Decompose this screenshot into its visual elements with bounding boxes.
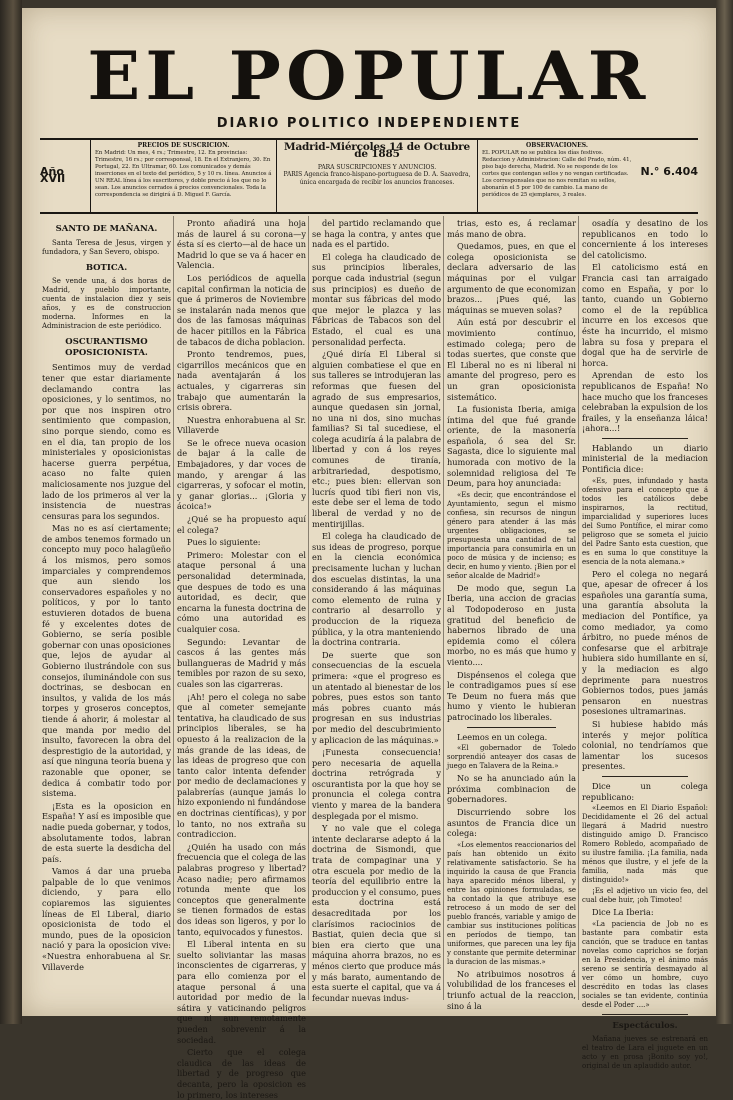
issue-number: N.° 6.404 — [640, 165, 698, 178]
announcements-title: PARA SUSCRIPCIONES Y ANUNCIOS. — [317, 164, 437, 171]
observations — [478, 140, 636, 212]
article-paragraph: No se ha anunciado aún la próxima combinacion de gobernadores. — [447, 773, 576, 805]
article-paragraph: Santa Teresa de Jesus, virgen y fundadora, y San Severo, obispo. — [42, 238, 171, 256]
article-paragraph: Segundo: Levantar de cascos á las gentes más bullangueras de Madrid y más temibles por razon de su sexo, cuales son las cigarreras. — [177, 636, 306, 689]
article-paragraph: ¿Qué se ha propuesto aquí el colega? — [177, 514, 306, 535]
article-paragraph: ¿Quién ha usado con más frecuencia que el colega de las palabras progreso y libertad? Acaso nadie; pero afirmamos rotunda mente que los conceptos que generalmente se tienen formados de estas dos ideas son ligeros, y por lo tanto, equivocados y funestos. — [177, 841, 306, 937]
article-paragraph: De modo que, segun La Iberia, una accion de gracias al Todopoderoso en justa gratitud del beneficio de habernos librado de una epidemia como el cólera morbo, no es más que humo y viento.... — [447, 582, 576, 667]
article-paragraph: Leemos en un colega. — [457, 731, 548, 742]
year-label: Año XVII — [40, 165, 66, 185]
article-paragraph: «Es, pues, infundado y hasta ofensivo para el concepto que á todos les católicos debe inspirarnos, la rectitud, imparcialidad y superiores luces del Sumo Pontífice, el mirar como peligroso que se someta el juicio del Padre Santo esta cuestion, que es en suma lo que constituye la esencia de la nota alemana.» — [582, 476, 708, 566]
observations-text: EL POPULAR no se publica los días festivos. Redaccion y Administracion: Calle del Prado, núm. 41, piso bajo derecha, Madrid. No se responde de los cortes que contengan sellos y no vengan certificadas. Los corresponsales que no nos remitan su sellos, abonarán el 5 por 100 de cambio. La mano de periódicos de 25 ejemplares, 3 reales. — [482, 150, 632, 198]
article-paragraph: ¡Funesta consecuencia! pero necesaria de aquella doctrina retrógrada y oscurantista por la que hoy se pronuncia el colega contra viento y marea de la bandera desplegada por el mismo. — [312, 747, 441, 821]
article-paragraph: Nuestra enhorabuena al Sr. Villaverde — [177, 414, 306, 436]
article-paragraph: osadía y desatino de los republicanos en todo lo concerniente á los intereses del catolicismo. — [582, 218, 708, 260]
article-paragraph: del partido reclamando que se haga la contra, y antes que nada es el partido. — [312, 218, 441, 250]
article-paragraph: Aprendan de esto los republicanos de España! No hace mucho que los franceses celebraban la expulsion de los frailes, y la enseñanza láica! ¡ahora...! — [582, 370, 708, 434]
subscription-text: En Madrid: Un mes, 4 rs.; Trimestre, 12. En provincias: Trimestre, 16 rs.; por corresponsal, 18. En el Extranjero, 30. En Portugal, 22. En Ultramar, 60. Los comunicados y demás inserciones en el texto del periódico, 5 y 10 rs. línea. Anuncios á UN REAL línea á los suscritores, y doble precio á los que no lo sean. Los anuncios cerrados á precios convencionales. Toda la correspondencia se dirigirá á D. Miguel F. García. — [95, 150, 272, 198]
announcements-text: PARIS Agencia franco-hispano-portuguesa de D. A. Saavedra, única encargada de recibir los anuncios franceses. — [283, 171, 471, 186]
article-paragraph: De suerte que son consecuencias de la escuela primera: «que el progreso es un atentado al bienestar de los pobres, pues estos son tanto más pobres cuanto más progresan en sus industrias por medio del descubrimiento y aplicacion de las máquinas.» — [312, 649, 441, 745]
article-paragraph: Los periódicos de aquella capital confirman la noticia de que á primeros de Noviembre se instalarán nada menos que dos de las famosas máquinas de hacer pitillos en la Fábrica de tabacos de dicha poblacion. — [177, 272, 306, 347]
column-5 — [582, 218, 708, 1071]
article-paragraph: Hablando un diario ministerial de la mediacion Pontificia dice: — [582, 442, 708, 475]
article-paragraph: No atribuimos nosotros á volubilidad de los franceses el triunfo actual de la reaccion, sino á la — [447, 968, 576, 1011]
article-paragraph: Pronto añadirá una hoja más de laurel á su corona—y ésta sí es cierto—al de hace un Madrid lo que se va á hacer en Valencia. — [177, 218, 306, 271]
article-paragraph: La fusionista Iberia, amiga íntima del que fué grande oriente, de la masonería española, ó sea del Sr. Sagasta, dice lo siguiente mal humorada con motivo de la solemnidad religiosa del Te Deum, para hoy anunciada: — [447, 404, 576, 489]
observations-title: OBSERVACIONES. — [526, 142, 588, 149]
article-paragraph: Discurriendo sobre los asuntos de Francia dice un colega: — [447, 806, 576, 839]
article-paragraph: «Los elementos reaccionarios del país han obtenido un éxito relativamente satisfactorio. Se ha inquirido la causa de que Francia haya aparecido ménos liberal, y entre las opiniones formuladas, se ha contado la que atribuye ese retroceso á un modo de ser del pueblo francés, variable y amigo de cambiar sus instituciones políticas en períodos de tiempo, tan uniformes, que parecen una ley fija y constante que permite determinar la duracion de las mismas.» — [447, 840, 576, 966]
article-paragraph: El colega ha claudicado de sus principios liberales, porque cada industrial (segun sus principios) es dueño de montar sus fábricas del modo que mejor le plazca y las Fábricas de Tabacos son del Estado, el cual es una personalidad perfecta. — [312, 251, 441, 347]
previous-page-strip — [0, 0, 22, 1024]
article-paragraph: Dice un colega republicano: — [582, 780, 708, 802]
column-rule — [173, 216, 174, 1000]
article-paragraph: Y no vale que el colega intente declararse adepto á la doctrina de Sismondi, que trata de compaginar una y otra escuela por medio de la teoría del equilibrio entre la produccion y el consumo, pues esta doctrina está desacreditada por los clarísimos raciocinios de Bastiat, quien decia que si bien era cierto que una máquina ahorra brazos, no es ménos cierto que produce más y más barato, aumentando de esta suerte el capital, que va á fecundar nuevas indus- — [312, 823, 441, 1003]
article-paragraph: trias, esto es, á reclamar más mano de obra. — [447, 218, 576, 239]
article-paragraph: ¡Ah! pero el colega no sabe que al cometer semejante tentativa, ha claudicado de sus principios liberales, se ha opuesto á la realizacion de la más grande de las ideas, de las ideas de progreso que con tanto calor intenta defender por medio de declamaciones y palabrerías (aunque jamás lo hizo exponiendo ni fundándose en doctrinas científicas), y por lo tanto, no nos extraña su contradiccion. — [177, 691, 306, 840]
column-2 — [177, 218, 306, 1100]
masthead — [22, 37, 716, 115]
newspaper-page — [22, 8, 716, 1100]
issue-date: Madrid-Miércoles 14 de Octubre de 1885 — [284, 141, 470, 160]
article-paragraph: Vamos á dar una prueba palpable de lo que venimos diciendo, y para ello copiaremos las siguientes líneas de El Liberal, diario oposicionista de todo el mundo, pues de la oposicion nació y para la oposicion vive: «Nuestra enhorabuena al Sr. Villaverde — [42, 866, 171, 972]
binding-right — [716, 0, 733, 1024]
newspaper-title: EL POPULAR — [87, 37, 651, 115]
section-heading: SANTO DE MAÑANA. — [55, 224, 158, 234]
section-divider — [602, 776, 688, 777]
article-paragraph: Se vende una, á dos horas de Madrid, y pueblo importante, cuenta de instalacion diez y seis años, y es de construccion moderna. Informes en la Administracion de este periódico. — [42, 277, 171, 331]
column-1 — [42, 218, 171, 998]
article-paragraph: Se le ofrece nueva ocasion de bajar á la calle de Embajadores, y dar voces de mando, y arengar á las cigarreras, y sofocar el motin, y ganar glorias... ¡Gloria y ácoica!» — [177, 437, 306, 512]
article-paragraph: Si hubiese habido más interés y mejor política colonial, no tendríamos que lamentar los sucesos presentes. — [582, 718, 708, 772]
article-paragraph: Aún está por descubrir el movimiento contínuo, estimado colega; pero de todas suertes, que conste que El Liberal no es ni liberal ni amante del progreso, pero es un gran oposicionista sistemático. — [447, 317, 576, 402]
article-paragraph: «El gobernador de Toledo sorprendió anteayer dos casas de juego en Talavera de la Reina.» — [447, 744, 576, 771]
section-divider — [602, 1014, 688, 1015]
subscription-prices — [90, 140, 276, 212]
article-paragraph: Sentimos muy de verdad tener que estar diariamente declamando contra las oposiciones, y lo sentimos, no por que nos inspiren otro sentimiento que compasion, sino porque siendo, como es en el dia, tan propio de los ministeriales y oposicionistas hacerse guerra perpétua, acaso no falte quien maliciosamente nos juzgue del lado de los primeros al ver la insistencia de nuestras censuras para los segundos. — [42, 362, 171, 521]
column-rule — [443, 216, 444, 1000]
section-divider — [467, 727, 556, 728]
article-paragraph: El Liberal intenta en su suelto soliviantar las masas inconscientes de cigarreras, y para ello comienza por el ataque personal á una autoridad por medio de la sátira y vaticinando peligros que ni aun remotamente pueden sobrevenir á la sociedad. — [177, 939, 306, 1045]
article-paragraph: Dispénsenos el colega que le contradigamos pues sí ese Te Deum no fuera más que humo y viento le hubieran patrocinado los liberales. — [447, 669, 576, 722]
subscription-title: PRECIOS DE SUSCRICION. — [137, 142, 230, 149]
article-paragraph: El colega ha claudicado de sus ideas de progreso, porque en la ciencia económica precisamente luchan y luchan dos escuelas distintas, la una considerando á las máquinas como elemento de ruina y contrario al desarrollo y produccion de la riqueza pública, y la otra manteniendo la doctrina contraria. — [312, 531, 441, 648]
article-paragraph: «Leemos en El Diario Español: Decididamente el 26 del actual llegará á Madrid nuestro distinguido amigo D. Francisco Romero Robledo, acompañado de su ilustre familia. ¡La familia, nada ménos que ilustre, y el jefe de la familia, nada más que distinguido!» — [582, 804, 708, 885]
section-heading: Espectáculos. — [612, 1020, 678, 1031]
article-paragraph: Mas no es así ciertamente; de ambos tenemos formado un concepto muy poco halagüeño á los mismos, pero somos imparciales y comprendemos que aun siendo los conservadores españoles y no políticos, y por lo tanto estuvieren dotados de buena fé y excelentes dotes de Gobierno, se sería posible gobernar con unas oposiciones que, lejos de ayudar al Gobierno ilustrándole con sus consejos, iluminándole con sus doctrinas, se desbocan en insultos, y valida de los más torpes y groseros conceptos, tiende á ahorir, á molestar al que manda por medio del insulto, favorecen la obra del desprestigio de la autoridad, y así que ninguna teoría buena y razonable que oponer, se dedica á combatir todo por sistema. — [42, 523, 171, 799]
article-paragraph: Pronto tendremos, pues, cigarrillos mecánicos que en nada aventajarán á los actuales, y cigarreras sin trabajo que aumentarán la crisis obrera. — [177, 349, 306, 413]
article-paragraph: Primero: Molestar con el ataque personal á una personalidad determinada, que despues de todo es una autoridad, es decir, que encarna la funesta doctrina de cómo una autoridad es cualquier cosa. — [177, 549, 306, 634]
article-paragraph: Dice La Iberia: — [592, 907, 654, 918]
column-rule — [578, 216, 579, 1000]
article-paragraph: ¡Esta es la oposicion en España! Y así es imposible que nadie pueda gobernar, y todos, absolutamente todos, labran de esta suerte la desdicha del país. — [42, 800, 171, 864]
date-block — [276, 140, 478, 212]
article-paragraph: «Es decir, que encontrándose el Ayuntamiento, segun el mismo confiesa, sin recursos de ningun género para atender á las más urgentes obligaciones, se presupuesta una cantidad de tal importancia para consumirla en un poco de música y de incienso; es decir, en humo y viento. ¡Bien por el señor alcalde de Madrid!» — [447, 490, 576, 580]
article-paragraph: Pero el colega no negará que, apesar de ofrecer á los españoles una garantía suma, una garantía absoluta la mediacion del Pontífice, ya como mediador, ya como árbitro, no puede ménos de confesarse que el arbitraje hubiera sido humillante en sí, y la mediacion es algo deprimente para nuestros Gobiernos todos, pues jamás pensaron en nuestras posesiones ultramarinas. — [582, 568, 708, 717]
info-bar — [40, 138, 698, 214]
article-paragraph: ¿Qué diría El Liberal si alguien combatiese el que en sus talleres se introdujeran las reformas que fuesen del agrado de sus empresarios, aunque quedasen sin jornal, no una ni dos, sino muchas familias? Si tal sucediese, el colega acudiría á la palabra de libertad y con á los reyes comunes de tiranía, arbitrariedad, despotismo, etc.; pues bien: ellervan son lucrís quod tibi fieri non vis, este debe ser el lema de todo liberal de verdad y no de mentirijillas. — [312, 349, 441, 529]
article-paragraph: ¡Es el adjetivo un vicio feo, del cual debe huir, ¡oh Timoteo! — [582, 887, 708, 905]
article-paragraph: Pues lo siguiente: — [187, 537, 261, 548]
section-heading: OSCURANTISMO OPOSICIONISTA. — [65, 337, 148, 358]
article-paragraph: Mañana jueves se estrenará en el teatro de Lara el juguete en un acto y en prosa ¡Bonito soy yo!, original de un aplaudido autor. — [582, 1035, 708, 1071]
article-paragraph: Cierto que el colega claudica de las ideas de libertad y de progreso que decanta, pero la oposicion es lo primero, los intereses — [177, 1047, 306, 1100]
article-paragraph: Quedamos, pues, en que el colega oposicionista se declara adversario de las máquinas por el vulgar argumento de que economizan brazos... ¡Pues qué, las máquinas se mueven solas? — [447, 241, 576, 315]
newspaper-subtitle: DIARIO POLITICO INDEPENDIENTE — [216, 116, 522, 131]
column-3 — [312, 218, 441, 1003]
article-paragraph: «La paciencia de Job no es bastante para combatir esta canción, que se traduce en tantas novelas como caprichos se forjan en la Presidencia, y el ánimo más sereno se sentiría desmayado al ver cómo un hombre, cuyo descrédito en todas las clases sociales se tan evidente, continúa desde el Poder ....» — [582, 919, 708, 1009]
article-paragraph: El catolicismo está en Francia casi tan arraigado como en España, y por lo tanto, cuando un Gobierno como el de la república incurre en los excesos que éste ha incurrido, el mismo labra su fosa y prepara el dogal que ha de servirle de horca. — [582, 262, 708, 368]
column-rule — [308, 216, 309, 1000]
section-heading: BOTICA. — [85, 262, 128, 273]
section-divider — [602, 438, 688, 439]
column-4 — [447, 218, 576, 1011]
